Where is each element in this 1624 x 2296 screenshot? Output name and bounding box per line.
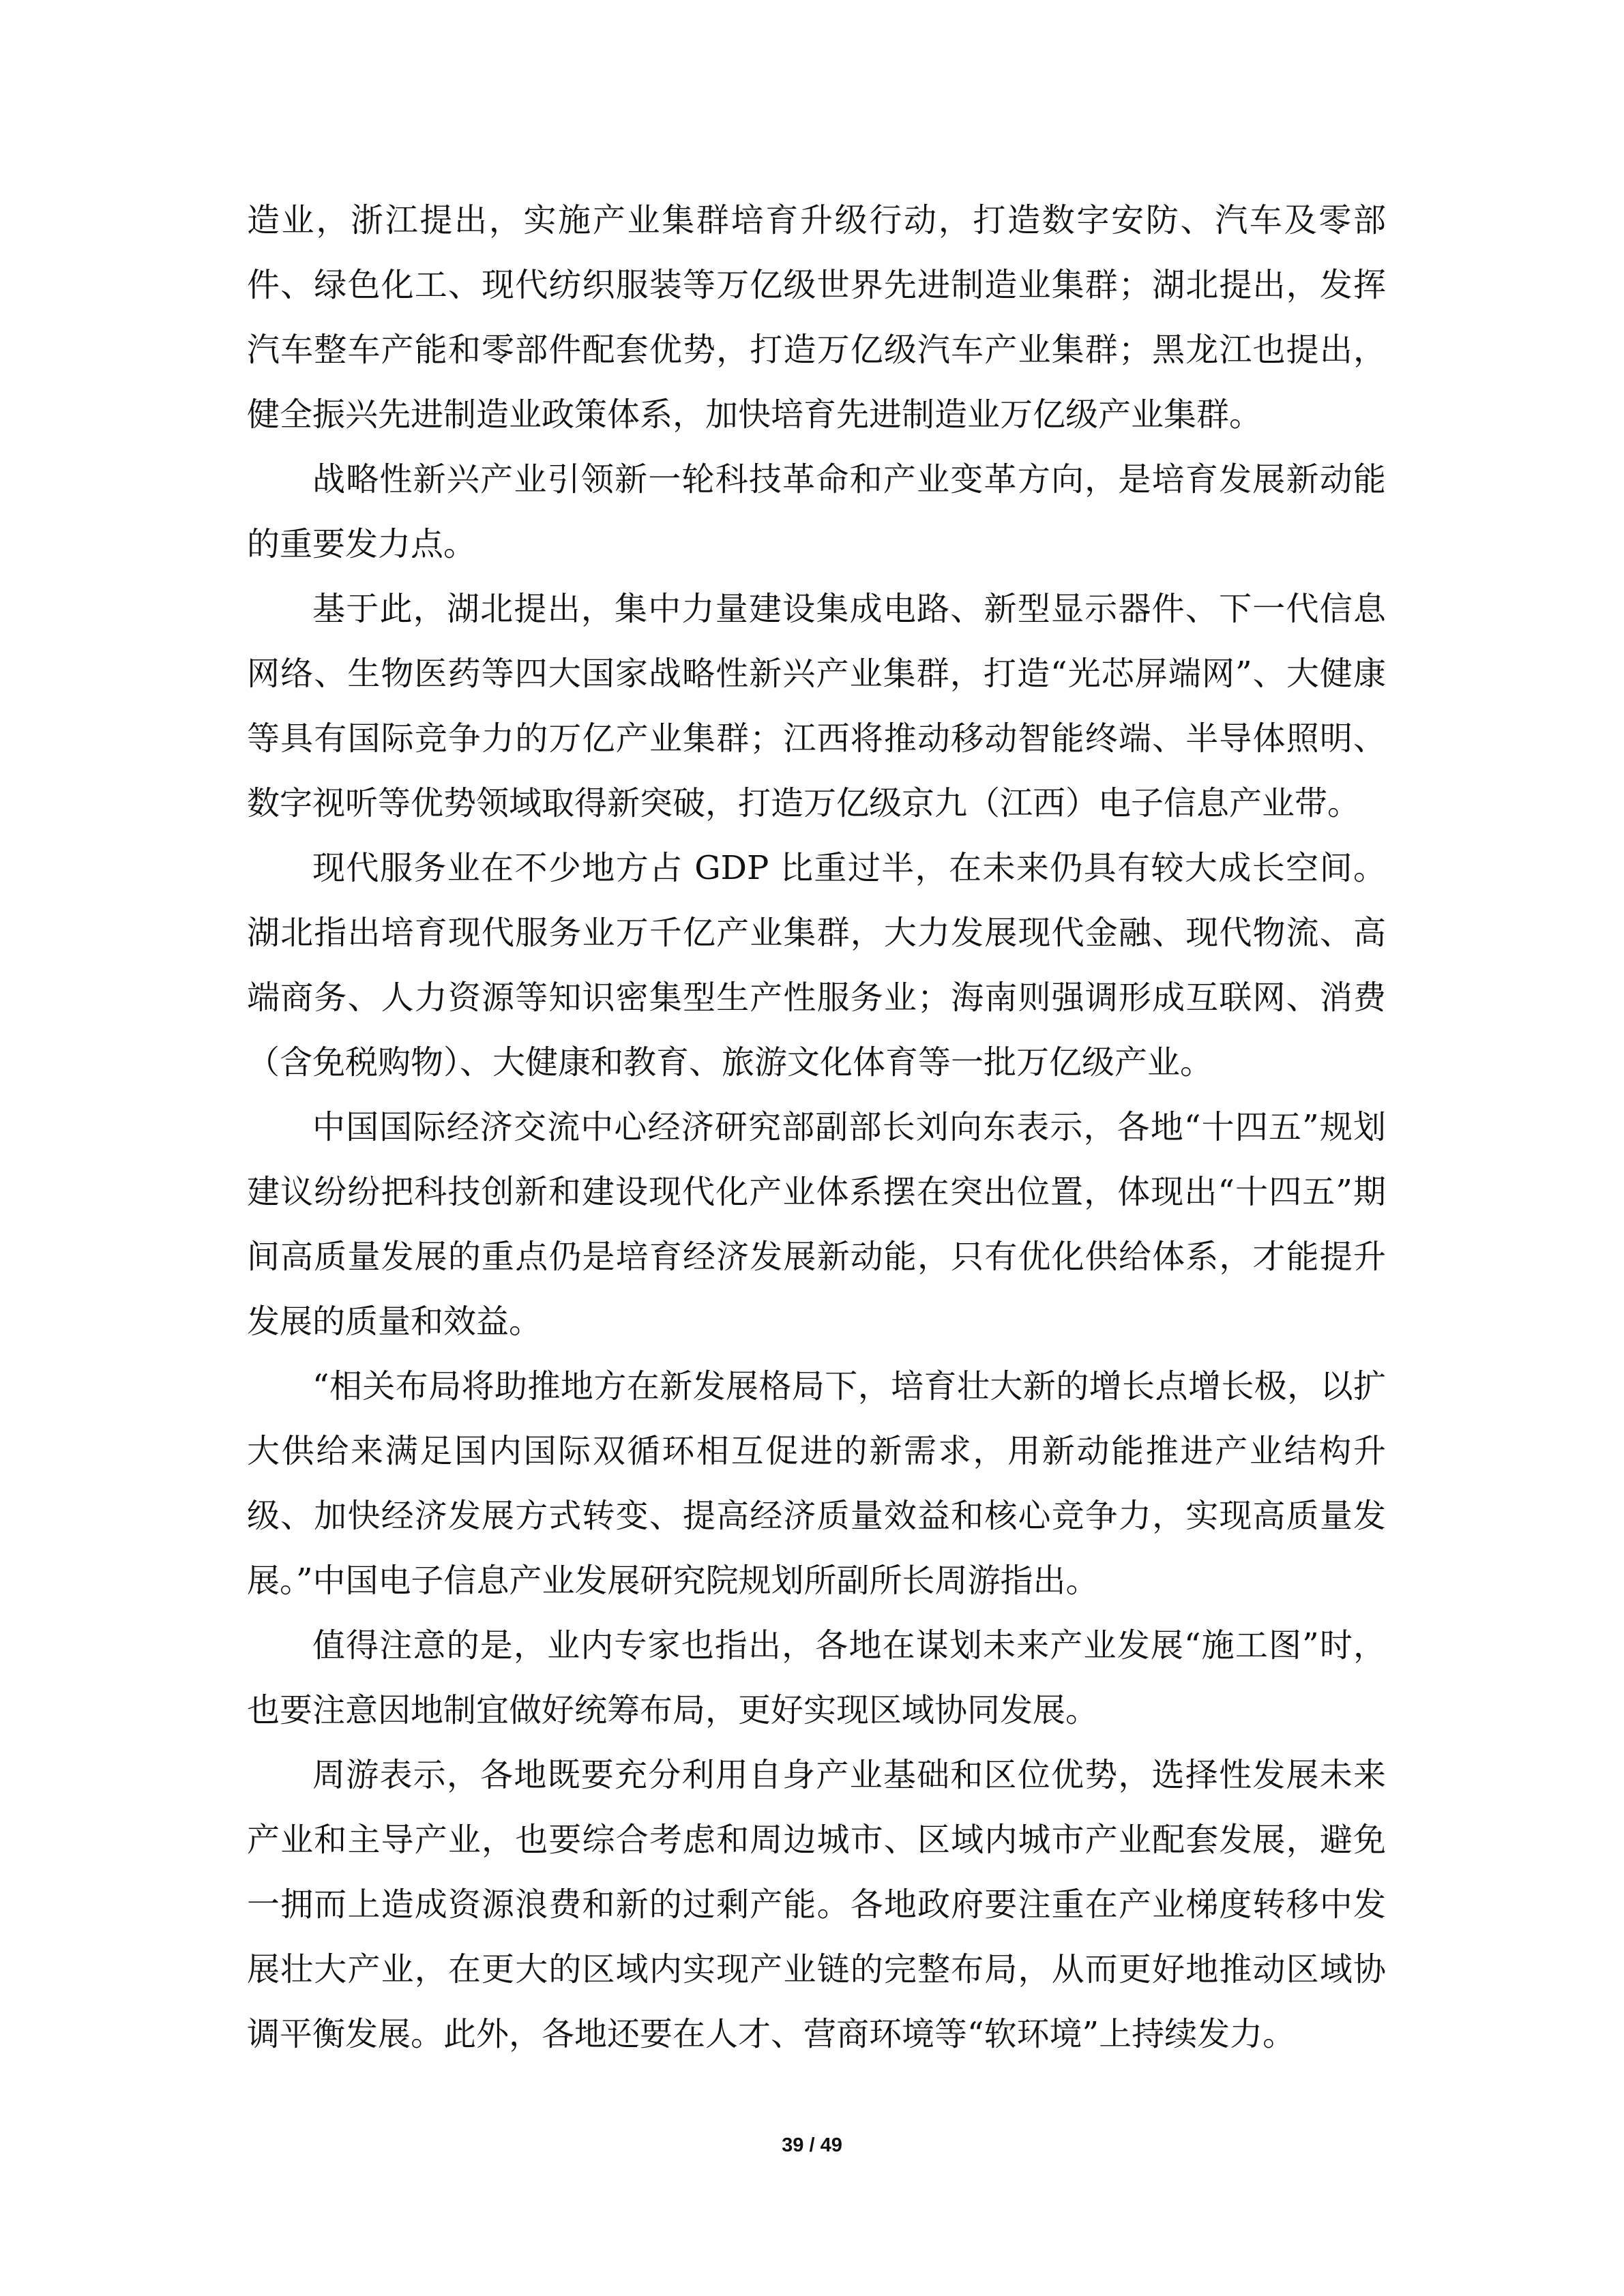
paragraph: 战略性新兴产业引领新一轮科技革命和产业变革方向，是培育发展新动能的重要发力点。 xyxy=(247,460,1386,563)
paragraph: 基于此，湖北提出，集中力量建设集成电路、新型显示器件、下一代信息网络、生物医药等四大国家战略性新兴产业集群，打造“光芯屏端网”、大健康等具有国际竞争力的万亿产业集群；江西将推动移动智能终端、半导体照明、数字视听等优势领域取得新突破，打造万亿级京九（江西）电子信息产业带。 xyxy=(247,590,1386,822)
article-body xyxy=(247,188,1386,2067)
paragraph: 现代服务业在不少地方占 GDP 比重过半，在未来仍具有较大成长空间。湖北指出培育现代服务业万千亿产业集群，大力发展现代金融、现代物流、高端商务、人力资源等知识密集型生产性服务业；海南则强调形成互联网、消费（含免税购物）、大健康和教育、旅游文化体育等一批万亿级产业。 xyxy=(247,849,1386,1082)
paragraph: 值得注意的是，业内专家也指出，各地在谋划未来产业发展“施工图”时，也要注意因地制宜做好统筹布局，更好实现区域协同发展。 xyxy=(247,1626,1386,1729)
paragraph-quote: “相关布局将助推地方在新发展格局下，培育壮大新的增长点增长极，以扩大供给来满足国内国际双循环相互促进的新需求，用新动能推进产业结构升级、加快经济发展方式转变、提高经济质量效益和核心竞争力，实现高质量发展。”中国电子信息产业发展研究院规划所副所长周游指出。 xyxy=(247,1367,1386,1600)
paragraph: 中国国际经济交流中心经济研究部副部长刘向东表示，各地“十四五”规划建议纷纷把科技创新和建设现代化产业体系摆在突出位置，体现出“十四五”期间高质量发展的重点仍是培育经济发展新动能，只有优化供给体系，才能提升发展的质量和效益。 xyxy=(247,1108,1386,1341)
paragraph-continued: 造业，浙江提出，实施产业集群培育升级行动，打造数字安防、汽车及零部件、绿色化工、现代纺织服装等万亿级世界先进制造业集群；湖北提出，发挥汽车整车产能和零部件配套优势，打造万亿级汽车产业集群；黑龙江也提出，健全振兴先进制造业政策体系，加快培育先进制造业万亿级产业集群。 xyxy=(247,201,1386,434)
page-number: 39 / 49 xyxy=(782,2134,842,2156)
paragraph: 周游表示，各地既要充分利用自身产业基础和区位优势，选择性发展未来产业和主导产业，也要综合考虑和周边城市、区域内城市产业配套发展，避免一拥而上造成资源浪费和新的过剩产能。各地政府要注重在产业梯度转移中发展壮大产业，在更大的区域内实现产业链的完整布局，从而更好地推动区域协调平衡发展。此外，各地还要在人才、营商环境等“软环境”上持续发力。 xyxy=(247,1756,1386,2053)
